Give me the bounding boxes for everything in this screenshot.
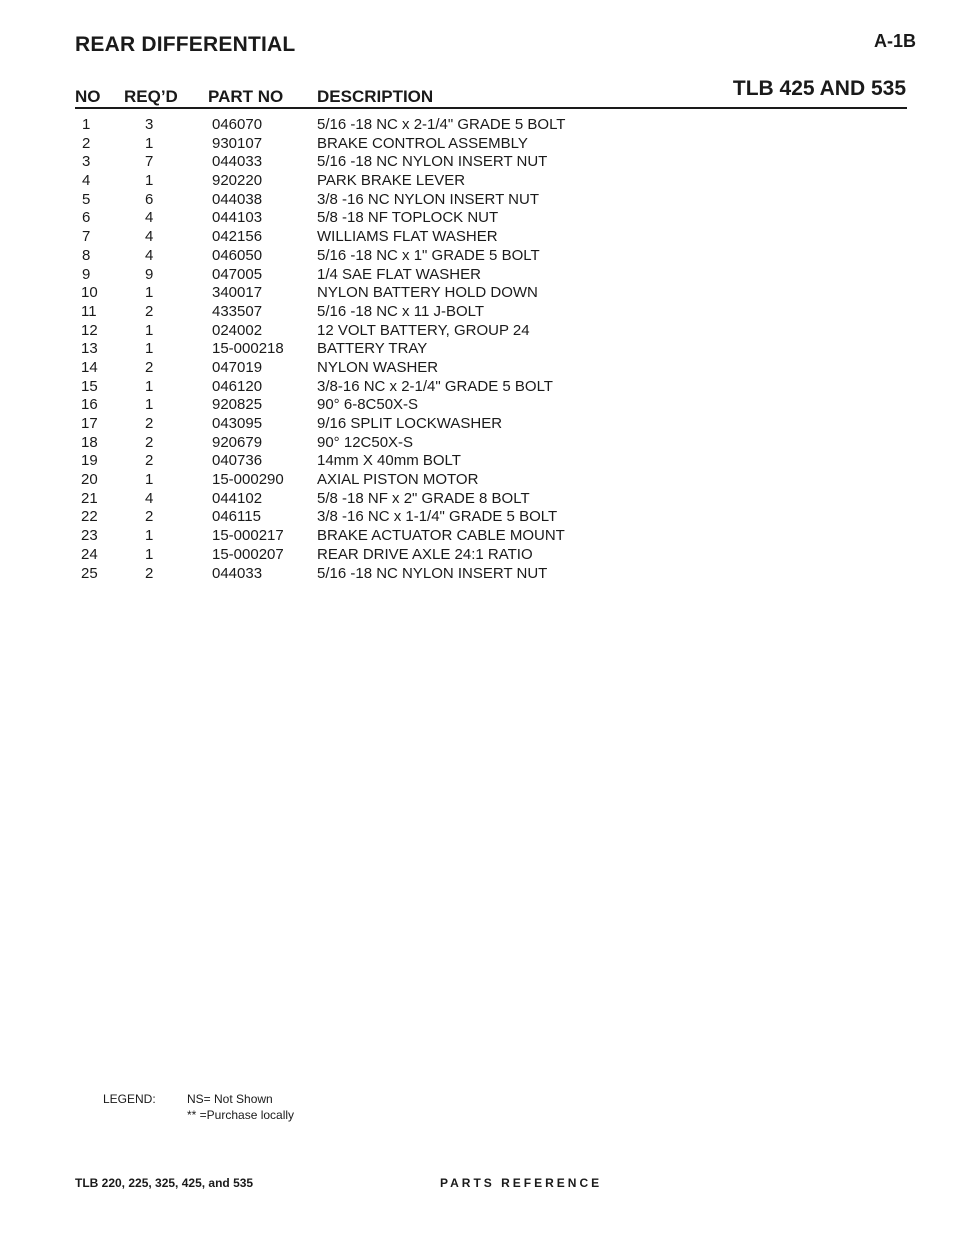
cell-part-no: 15-000217	[212, 527, 284, 545]
cell-req: 1	[145, 471, 154, 489]
cell-req: 9	[145, 265, 154, 283]
table-row	[75, 266, 675, 285]
cell-no: 16	[81, 396, 98, 414]
cell-description: BRAKE ACTUATOR CABLE MOUNT	[317, 527, 565, 545]
table-row	[75, 452, 675, 471]
cell-description: 1/4 SAE FLAT WASHER	[317, 265, 481, 283]
table-row	[75, 565, 675, 584]
cell-part-no: 044102	[212, 489, 263, 507]
page-title: REAR DIFFERENTIAL	[75, 33, 296, 56]
table-row	[75, 228, 675, 247]
cell-description: PARK BRAKE LEVER	[317, 172, 466, 190]
table-row	[75, 378, 675, 397]
cell-req: 4	[145, 209, 154, 227]
cell-description: AXIAL PISTON MOTOR	[317, 471, 479, 489]
cell-no: 21	[81, 489, 98, 507]
cell-description: 90° 6-8C50X-S	[317, 396, 419, 414]
cell-description: 5/16 -18 NC x 2-1/4" GRADE 5 BOLT	[317, 116, 566, 133]
cell-description: 3/8 -16 NC NYLON INSERT NUT	[317, 190, 540, 208]
cell-description: BRAKE CONTROL ASSEMBLY	[317, 134, 528, 152]
cell-req: 2	[145, 433, 154, 451]
cell-no: 20	[81, 471, 98, 489]
cell-description: NYLON WASHER	[317, 358, 439, 376]
cell-no: 3	[82, 153, 91, 171]
cell-part-no: 15-000207	[212, 545, 284, 563]
cell-no: 11	[81, 302, 97, 320]
cell-req: 2	[145, 452, 154, 470]
table-row	[75, 116, 675, 135]
cell-no: 24	[81, 545, 98, 563]
cell-description: 14mm X 40mm BOLT	[317, 452, 461, 470]
table-row	[75, 247, 675, 266]
cell-part-no: 930107	[212, 134, 263, 152]
table-row	[75, 471, 675, 490]
cell-req: 1	[145, 321, 154, 339]
cell-req: 4	[145, 489, 154, 507]
cell-description: 5/16 -18 NC NYLON INSERT NUT	[317, 564, 548, 582]
cell-req: 4	[145, 228, 154, 246]
cell-req: 1	[145, 545, 154, 563]
cell-req: 1	[145, 284, 154, 302]
cell-no: 19	[81, 452, 98, 470]
cell-part-no: 046115	[212, 508, 261, 526]
table-row	[75, 508, 675, 527]
cell-no: 6	[82, 209, 91, 227]
cell-req: 3	[145, 116, 154, 133]
column-header-no: NO	[75, 87, 101, 106]
cell-req: 2	[145, 564, 154, 582]
cell-req: 6	[145, 190, 154, 208]
table-row	[75, 209, 675, 228]
cell-no: 8	[82, 246, 91, 264]
cell-no: 13	[81, 340, 98, 358]
table-row	[75, 490, 675, 509]
cell-part-no: 042156	[212, 228, 263, 246]
table-row	[75, 135, 675, 154]
table-row	[75, 546, 675, 565]
cell-req: 1	[145, 340, 154, 358]
legend-item-purchase-locally: ** =Purchase locally	[187, 1108, 295, 1122]
cell-description: 3/8-16 NC x 2-1/4" GRADE 5 BOLT	[317, 377, 553, 395]
cell-part-no: 340017	[212, 284, 263, 302]
cell-no: 9	[82, 265, 91, 283]
cell-no: 22	[81, 508, 98, 526]
cell-description: 5/16 -18 NC x 1" GRADE 5 BOLT	[317, 246, 540, 264]
cell-no: 17	[81, 415, 98, 432]
table-row	[75, 172, 675, 191]
table-row	[75, 322, 675, 341]
model-title: TLB 425 AND 535	[732, 77, 906, 100]
cell-description: 9/16 SPLIT LOCKWASHER	[317, 415, 503, 432]
cell-req: 1	[145, 377, 154, 395]
cell-no: 4	[82, 172, 91, 190]
cell-description: 90° 12C50X-S	[317, 433, 414, 451]
cell-no: 14	[81, 358, 98, 376]
cell-req: 2	[145, 358, 154, 376]
table-row	[75, 191, 675, 210]
page-code: A-1B	[873, 31, 916, 51]
cell-part-no: 047019	[212, 358, 263, 376]
cell-req: 1	[145, 527, 154, 545]
cell-part-no: 044103	[212, 209, 263, 227]
footer-section: PARTS REFERENCE	[440, 1176, 603, 1190]
cell-part-no: 046120	[212, 377, 263, 395]
cell-req: 1	[145, 172, 154, 190]
cell-no: 12	[81, 321, 98, 339]
cell-req: 7	[145, 153, 154, 171]
cell-part-no: 040736	[212, 452, 263, 470]
cell-description: 5/16 -18 NC NYLON INSERT NUT	[317, 153, 548, 171]
cell-req: 2	[145, 302, 154, 320]
cell-part-no: 043095	[212, 415, 263, 432]
cell-description: 5/8 -18 NF TOPLOCK NUT	[317, 209, 499, 227]
cell-req: 1	[145, 134, 154, 152]
cell-part-no: 15-000290	[212, 471, 284, 489]
column-header-part-no: PART NO	[208, 87, 284, 106]
cell-part-no: 433507	[212, 302, 263, 320]
table-row	[75, 303, 675, 322]
footer-models: TLB 220, 225, 325, 425, and 535	[75, 1176, 254, 1190]
cell-part-no: 024002	[212, 321, 263, 339]
legend-item-not-shown: NS= Not Shown	[187, 1092, 273, 1106]
cell-description: REAR DRIVE AXLE 24:1 RATIO	[317, 545, 533, 563]
table-row	[75, 434, 675, 453]
legend-label: LEGEND:	[103, 1092, 156, 1106]
cell-no: 2	[82, 134, 91, 152]
column-header-description: DESCRIPTION	[317, 87, 434, 106]
cell-part-no: 046050	[212, 246, 263, 264]
cell-part-no: 920679	[212, 433, 263, 451]
cell-no: 18	[81, 433, 98, 451]
cell-no: 25	[81, 564, 98, 582]
cell-description: NYLON BATTERY HOLD DOWN	[317, 284, 538, 302]
cell-part-no: 920825	[212, 396, 263, 414]
cell-no: 5	[82, 190, 91, 208]
column-header-req: REQ’D	[124, 87, 178, 106]
table-row	[75, 153, 675, 172]
cell-req: 2	[145, 508, 154, 526]
cell-part-no: 044033	[212, 153, 263, 171]
cell-req: 4	[145, 246, 154, 264]
cell-description: WILLIAMS FLAT WASHER	[317, 228, 498, 246]
cell-req: 1	[145, 396, 154, 414]
cell-no: 10	[81, 284, 98, 302]
cell-part-no: 920220	[212, 172, 263, 190]
cell-description: 5/16 -18 NC x 11 J-BOLT	[317, 302, 485, 320]
cell-no: 7	[82, 228, 91, 246]
cell-part-no: 15-000218	[212, 340, 284, 358]
cell-req: 2	[145, 415, 154, 432]
cell-no: 1	[82, 116, 91, 133]
cell-part-no: 044038	[212, 190, 263, 208]
parts-table	[75, 116, 675, 583]
cell-no: 23	[81, 527, 98, 545]
cell-description: 5/8 -18 NF x 2" GRADE 8 BOLT	[317, 489, 530, 507]
table-row	[75, 340, 675, 359]
cell-description: 3/8 -16 NC x 1-1/4" GRADE 5 BOLT	[317, 508, 558, 526]
table-row	[75, 527, 675, 546]
cell-description: 12 VOLT BATTERY, GROUP 24	[317, 321, 530, 339]
table-row	[75, 284, 675, 303]
table-row	[75, 359, 675, 378]
table-header	[75, 86, 907, 109]
cell-part-no: 047005	[212, 265, 263, 283]
cell-no: 15	[81, 377, 98, 395]
legend-items	[187, 1091, 294, 1123]
table-row	[75, 415, 675, 434]
cell-description: BATTERY TRAY	[317, 340, 428, 358]
table-row	[75, 396, 675, 415]
cell-part-no: 046070	[212, 116, 263, 133]
cell-part-no: 044033	[212, 564, 263, 582]
